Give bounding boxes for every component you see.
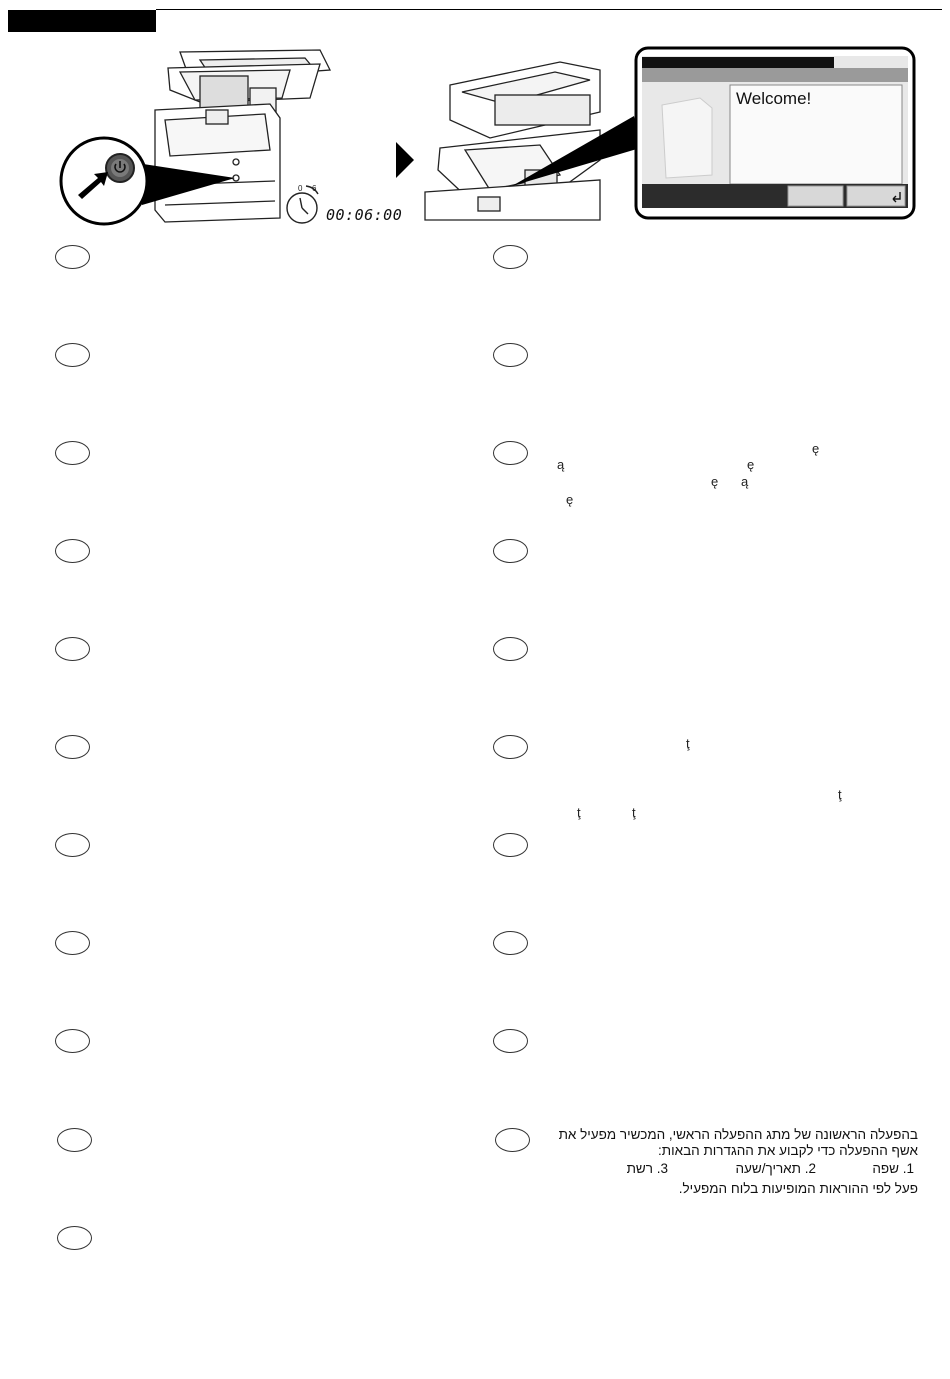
language-marker xyxy=(493,1029,528,1053)
printer-right-drawing xyxy=(425,62,600,220)
hebrew-setting-network: 3. רשת xyxy=(626,1161,668,1176)
hebrew-setting-language: 1. שפה xyxy=(872,1161,914,1176)
glyph: ţ xyxy=(577,805,581,820)
language-marker xyxy=(55,931,90,955)
language-marker xyxy=(57,1128,92,1152)
setup-illustration xyxy=(0,40,950,230)
language-marker xyxy=(55,735,90,759)
language-marker xyxy=(495,1128,530,1152)
glyph: ę xyxy=(566,492,574,507)
language-marker xyxy=(493,343,528,367)
glyph: ę xyxy=(812,441,820,456)
glyph: ą xyxy=(557,457,565,472)
language-marker xyxy=(55,637,90,661)
header-black-bar xyxy=(8,10,156,32)
language-marker xyxy=(55,343,90,367)
hebrew-line-4: פעל לפי ההוראות המופיעות בלוח המפעיל. xyxy=(678,1181,918,1196)
language-marker xyxy=(55,441,90,465)
language-marker xyxy=(493,735,528,759)
operation-panel-screen xyxy=(636,48,914,218)
timer-readout: 00:06:00 xyxy=(326,206,403,224)
arrow-right-icon xyxy=(396,142,414,178)
glyph: ţ xyxy=(838,787,842,802)
glyph: ţ xyxy=(686,736,690,751)
glyph: ą xyxy=(741,474,749,489)
hebrew-setting-datetime: 2. תאריך/שעה xyxy=(735,1161,816,1176)
svg-text:6: 6 xyxy=(312,184,317,193)
header-rule xyxy=(156,9,942,10)
language-marker xyxy=(493,637,528,661)
hebrew-line-1: בהפעלה הראשונה של מתג ההפעלה הראשי, המכשיר מפעיל את xyxy=(558,1127,918,1142)
language-marker xyxy=(55,1029,90,1053)
glyph: ţ xyxy=(632,805,636,820)
welcome-message: Welcome! xyxy=(736,89,812,108)
language-marker xyxy=(57,1226,92,1250)
language-marker xyxy=(55,833,90,857)
language-marker xyxy=(493,539,528,563)
language-marker xyxy=(55,245,90,269)
glyph: ę xyxy=(747,457,755,472)
language-marker xyxy=(493,833,528,857)
language-marker xyxy=(493,441,528,465)
hebrew-line-2: אשף ההפעלה כדי לקבוע את ההגדרות הבאות: xyxy=(658,1143,918,1158)
glyph: ę xyxy=(711,474,719,489)
svg-text:0: 0 xyxy=(298,184,303,193)
language-marker xyxy=(55,539,90,563)
language-marker xyxy=(493,245,528,269)
language-marker xyxy=(493,931,528,955)
